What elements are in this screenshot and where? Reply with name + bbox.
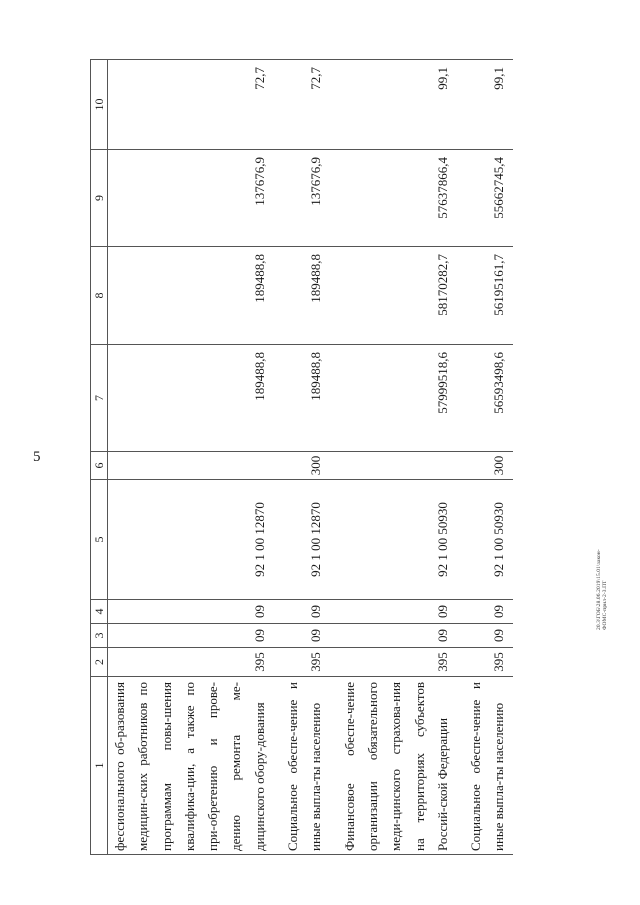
cell-subsection: 09 <box>281 600 330 624</box>
col-header-8: 8 <box>91 247 108 345</box>
cell-target-article: 92 1 00 50930 <box>464 480 513 600</box>
cell-target-article: 92 1 00 12870 <box>108 480 274 600</box>
row-spacer <box>273 60 281 855</box>
column-number-row <box>91 60 108 855</box>
cell-col10-percent: 99,1 <box>338 60 456 150</box>
table-row <box>464 60 513 855</box>
col-header-7: 7 <box>91 345 108 452</box>
budget-table <box>90 59 513 855</box>
cell-ministry-code: 395 <box>108 648 274 677</box>
cell-col10-percent: 72,7 <box>281 60 330 150</box>
col-header-6: 6 <box>91 452 108 480</box>
cell-subsection: 09 <box>338 600 456 624</box>
cell-expense-type <box>338 452 456 480</box>
page-number: 5 <box>33 449 41 465</box>
cell-ministry-code: 395 <box>281 648 330 677</box>
cell-col10-percent: 99,1 <box>464 60 513 150</box>
file-path-note: 20.3\ГОБ\28.06.2019\15.01\закон-ФОМС-прил-2-3.ПТ <box>596 549 608 630</box>
col-header-4: 4 <box>91 600 108 624</box>
cell-col10-percent: 72,7 <box>108 60 274 150</box>
cell-col8-amount: 58170282,7 <box>338 247 456 345</box>
col-header-9: 9 <box>91 150 108 247</box>
row-description: Социальное обеспе-чение и иные выпла-ты населению <box>464 677 513 855</box>
row-spacer <box>456 60 464 855</box>
cell-col8-amount: 189488,8 <box>281 247 330 345</box>
cell-col8-amount: 56195161,7 <box>464 247 513 345</box>
cell-col7-amount: 189488,8 <box>108 345 274 452</box>
cell-target-article: 92 1 00 12870 <box>281 480 330 600</box>
col-header-2: 2 <box>91 648 108 677</box>
cell-col8-amount: 189488,8 <box>108 247 274 345</box>
cell-ministry-code: 395 <box>464 648 513 677</box>
col-header-3: 3 <box>91 624 108 648</box>
row-description: Финансовое обеспе-чение организации обязательного меди-цинского страхова-ния на территориях субъектов Россий-ской Федерации <box>338 677 456 855</box>
cell-target-article: 92 1 00 50930 <box>338 480 456 600</box>
table-row <box>108 60 274 855</box>
cell-col9-amount: 55662745,4 <box>464 150 513 247</box>
col-header-5: 5 <box>91 480 108 600</box>
rotated-table-block <box>90 60 595 855</box>
col-header-1: 1 <box>91 677 108 855</box>
cell-subsection: 09 <box>108 600 274 624</box>
cell-expense-type: 300 <box>281 452 330 480</box>
row-description: Социальное обеспе-чение и иные выпла-ты населению <box>281 677 330 855</box>
cell-col9-amount: 57637866,4 <box>338 150 456 247</box>
col-header-10: 10 <box>91 60 108 150</box>
cell-col7-amount: 57999518,6 <box>338 345 456 452</box>
cell-expense-type <box>108 452 274 480</box>
cell-col7-amount: 189488,8 <box>281 345 330 452</box>
cell-col9-amount: 137676,9 <box>108 150 274 247</box>
cell-expense-type: 300 <box>464 452 513 480</box>
cell-col7-amount: 56593498,6 <box>464 345 513 452</box>
row-description: фессионального об-разования медицин-ских работников по программам повы-шения квалифика-ции, а также по при-обретению и прове-дению ремонта ме-дицинского обору-дования <box>108 677 274 855</box>
cell-section: 09 <box>464 624 513 648</box>
cell-col9-amount: 137676,9 <box>281 150 330 247</box>
cell-section: 09 <box>281 624 330 648</box>
cell-ministry-code: 395 <box>338 648 456 677</box>
cell-subsection: 09 <box>464 600 513 624</box>
cell-section: 09 <box>108 624 274 648</box>
table-row <box>338 60 456 855</box>
row-spacer <box>330 60 338 855</box>
table-row <box>281 60 330 855</box>
cell-section: 09 <box>338 624 456 648</box>
